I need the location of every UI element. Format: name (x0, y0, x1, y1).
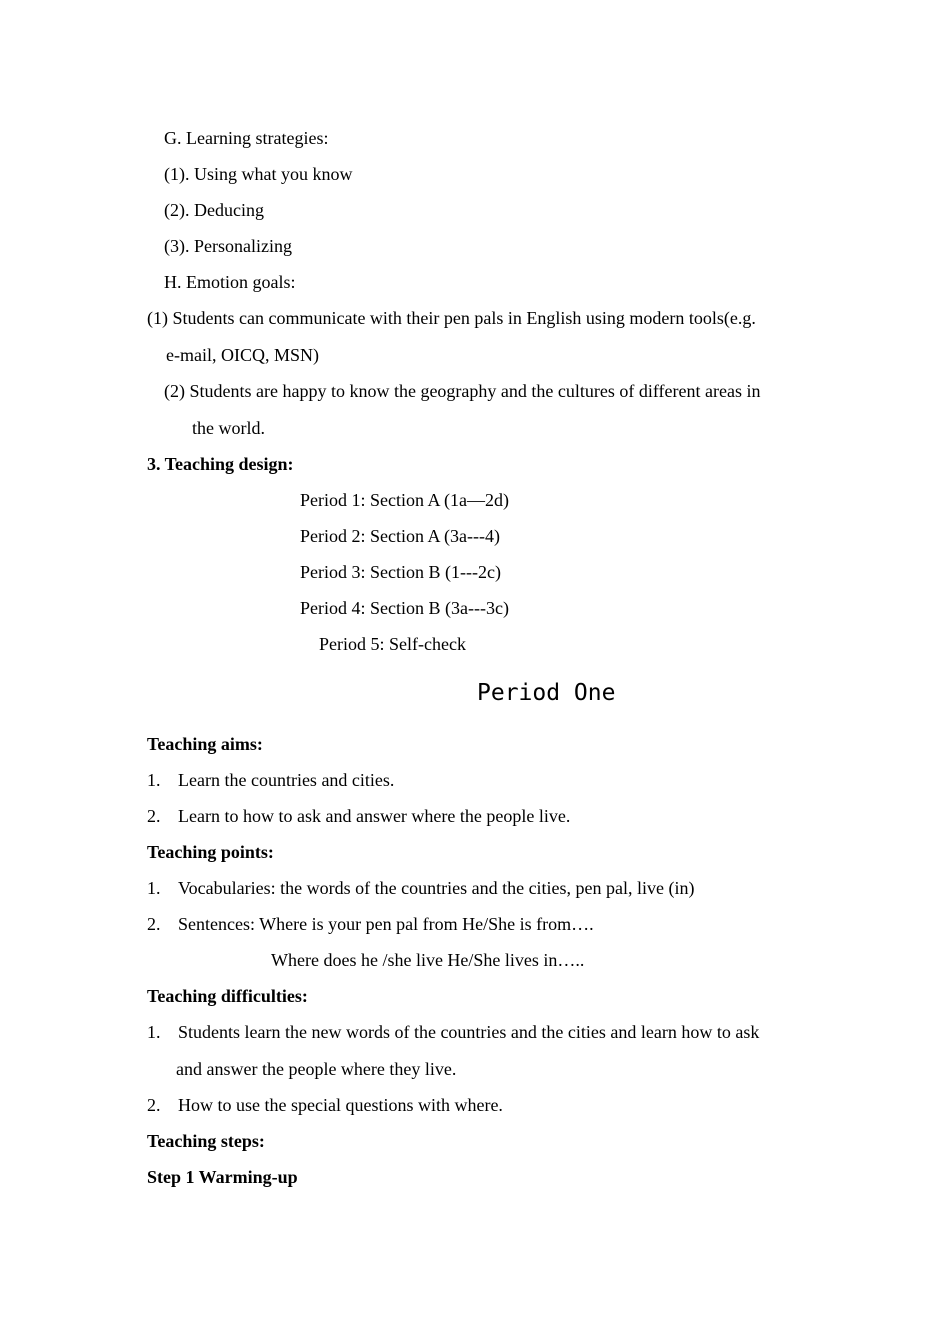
aim-item (147, 769, 394, 791)
period-item: Period 3: Section B (1---2c) (300, 562, 501, 582)
teaching-points-heading: Teaching points: (147, 842, 274, 862)
aim-text: Learn to how to ask and answer where the people live. (178, 806, 571, 826)
teaching-aims-heading: Teaching aims: (147, 734, 263, 754)
point-continuation: Where does he /she live He/She lives in….. (271, 950, 585, 970)
period-item: Period 4: Section B (3a---3c) (300, 598, 509, 618)
point-number: 2. (147, 914, 161, 934)
point-item (147, 913, 594, 935)
period-item: Period 1: Section A (1a—2d) (300, 490, 509, 510)
difficulty-item (147, 1094, 503, 1116)
point-number: 1. (147, 878, 161, 898)
period-item: Period 2: Section A (3a---4) (300, 526, 500, 546)
teaching-steps-heading: Teaching steps: (147, 1131, 265, 1151)
strategy-item: (3). Personalizing (164, 236, 292, 256)
teaching-difficulties-heading: Teaching difficulties: (147, 986, 308, 1006)
strategy-item: (2). Deducing (164, 200, 264, 220)
emotion-goal-1-line1: (1) Students can communicate with their pen pals in English using modern tools(e.g. (147, 308, 756, 328)
difficulty-number: 2. (147, 1095, 161, 1115)
aim-text: Learn the countries and cities. (178, 770, 395, 790)
difficulty-number: 1. (147, 1022, 161, 1042)
emotion-goal-1-line2: e-mail, OICQ, MSN) (166, 345, 319, 365)
aim-number: 2. (147, 806, 161, 826)
difficulty-text: Students learn the new words of the countries and the cities and learn how to ask (178, 1022, 760, 1042)
learning-strategies-heading: G. Learning strategies: (164, 128, 329, 148)
aim-item (147, 805, 570, 827)
aim-number: 1. (147, 770, 161, 790)
difficulty-text: How to use the special questions with where. (178, 1095, 503, 1115)
period-title: Period One (477, 680, 616, 706)
difficulty-item (147, 1021, 759, 1043)
emotion-goal-2-line2: the world. (192, 418, 265, 438)
point-text: Sentences: Where is your pen pal from He/She is from…. (178, 914, 594, 934)
strategy-item: (1). Using what you know (164, 164, 353, 184)
difficulty-item-continuation: and answer the people where they live. (176, 1059, 457, 1079)
step-1-heading: Step 1 Warming-up (147, 1167, 298, 1187)
period-item: Period 5: Self-check (319, 634, 466, 654)
emotion-goals-heading: H. Emotion goals: (164, 272, 296, 292)
teaching-design-heading: 3. Teaching design: (147, 454, 294, 474)
point-item (147, 877, 695, 899)
emotion-goal-2-line1: (2) Students are happy to know the geography and the cultures of different areas in (164, 381, 761, 401)
point-text: Vocabularies: the words of the countries and the cities, pen pal, live (in) (178, 878, 695, 898)
